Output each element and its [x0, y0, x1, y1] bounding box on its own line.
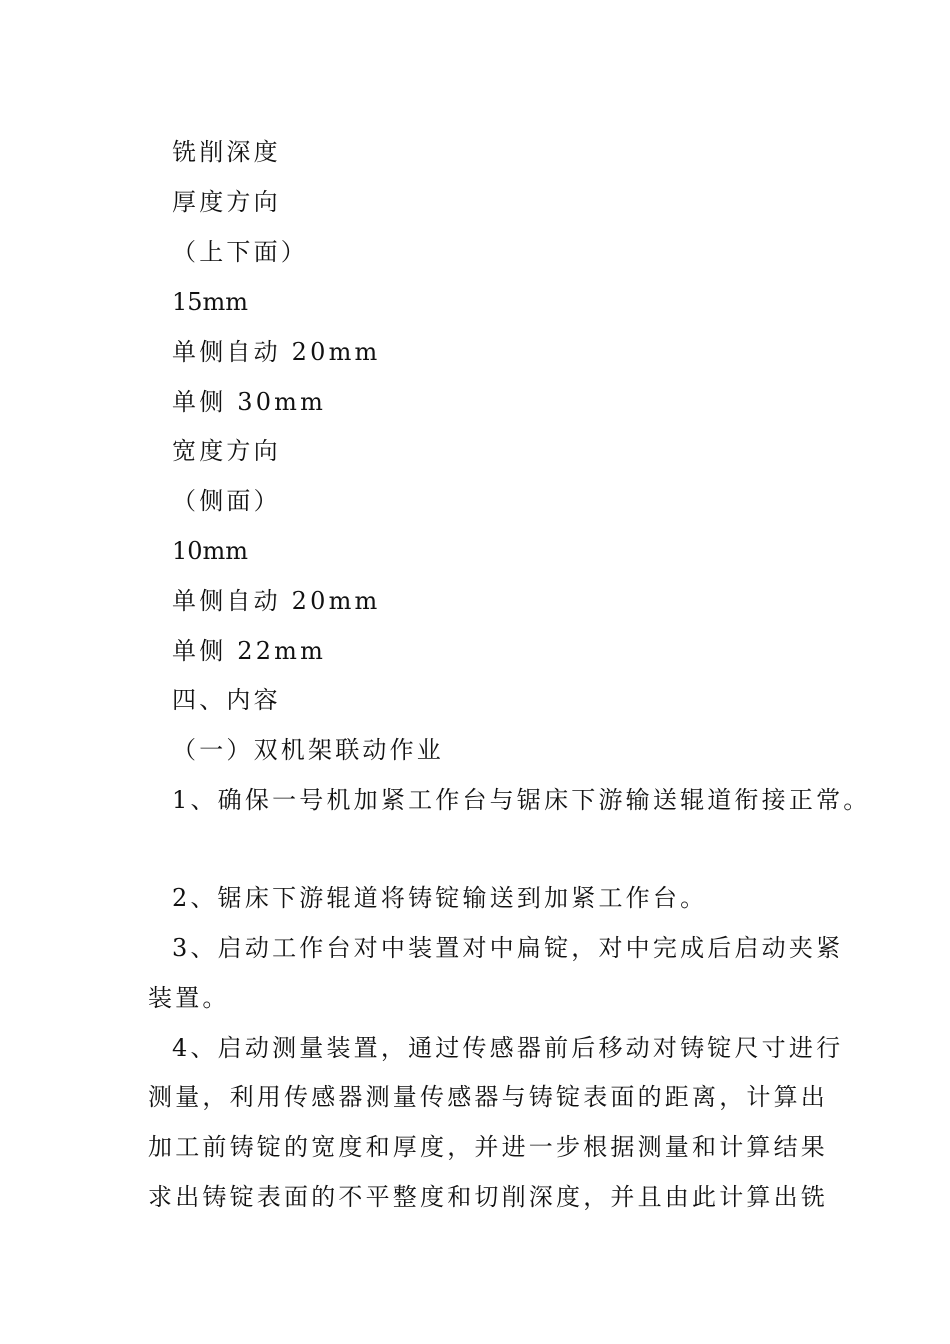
step-4-line-4: 求出铸锭表面的不平整度和切削深度，并且由此计算出铣 — [148, 1183, 828, 1211]
spec-line-milling-depth: 铣削深度 — [172, 138, 281, 166]
step-4-line-3: 加工前铸锭的宽度和厚度，并进一步根据测量和计算结果 — [148, 1133, 828, 1161]
spec-line-15mm: 15mm — [172, 288, 249, 316]
spec-line-width-direction: 宽度方向 — [172, 437, 281, 465]
step-2-line-1: 2、锯床下游辊道将铸锭输送到加紧工作台。 — [172, 884, 708, 912]
step-1-line-1: 1、确保一号机加紧工作台与锯床下游输送辊道衔接正常。 — [172, 786, 871, 814]
spec-line-side: （侧面） — [172, 487, 281, 515]
subsection-heading: （一）双机架联动作业 — [172, 736, 444, 764]
spec-line-single-auto-20mm-a: 单侧自动 20mm — [172, 338, 381, 366]
spec-line-single-auto-20mm-b: 单侧自动 20mm — [172, 587, 381, 615]
spec-line-top-bottom: （上下面） — [172, 238, 308, 266]
step-4-line-1: 4、启动测量装置，通过传感器前后移动对铸锭尺寸进行 — [172, 1034, 844, 1062]
step-4-line-2: 测量，利用传感器测量传感器与铸锭表面的距离，计算出 — [148, 1083, 828, 1111]
spec-line-thickness-direction: 厚度方向 — [172, 188, 281, 216]
spec-line-10mm: 10mm — [172, 537, 249, 565]
spec-line-single-22mm: 单侧 22mm — [172, 637, 327, 665]
step-3-line-1: 3、启动工作台对中装置对中扁锭，对中完成后启动夹紧 — [172, 934, 844, 962]
step-3-line-2: 装置。 — [148, 984, 230, 1012]
spec-line-single-30mm: 单侧 30mm — [172, 388, 327, 416]
section-heading: 四、内容 — [172, 686, 281, 714]
